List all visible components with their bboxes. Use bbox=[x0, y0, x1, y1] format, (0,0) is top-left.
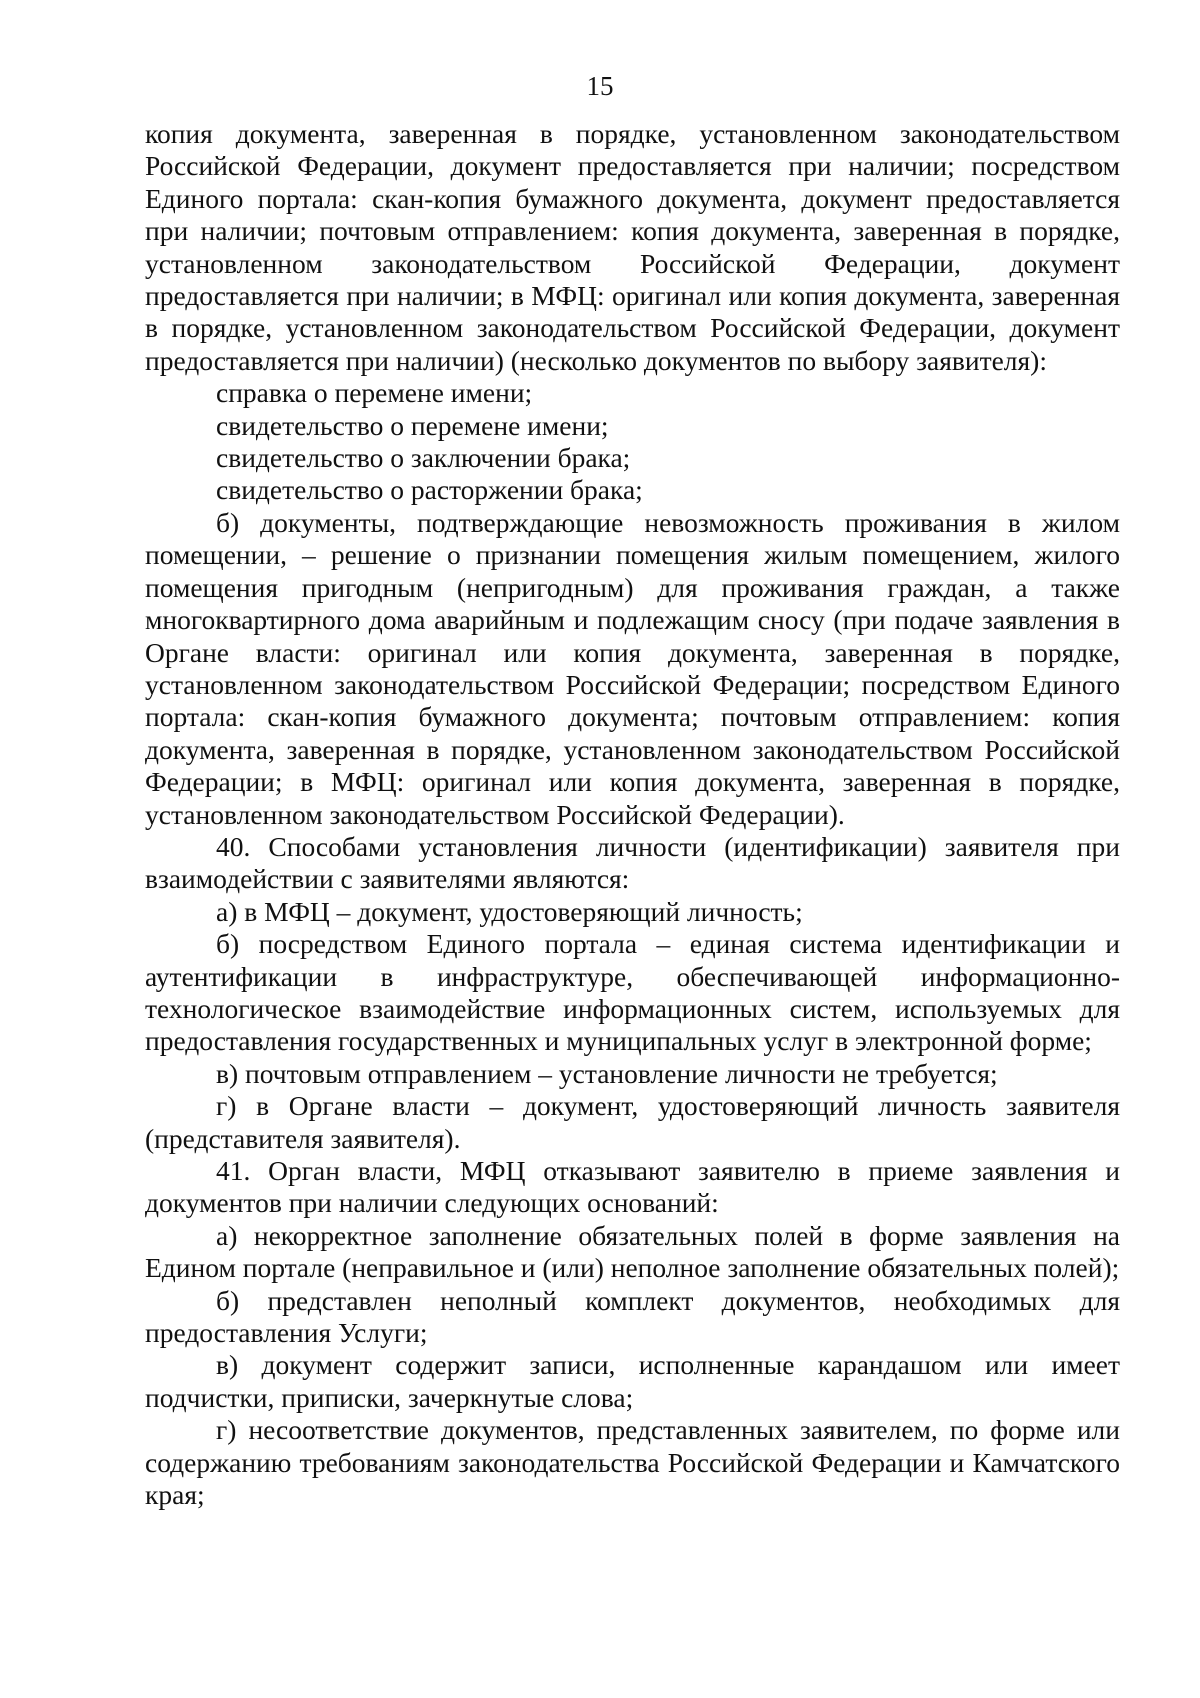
document-body bbox=[145, 118, 1120, 1511]
paragraph-41-a: а) некорректное заполнение обязательных полей в форме заявления на Едином портале (неправильное и (или) неполное заполнение обязательных полей); bbox=[145, 1219, 1120, 1284]
paragraph-40-b: б) посредством Единого портала – единая система идентификации и аутентификации в инфраструктуре, обеспечивающей информационно-технологическое взаимодействие информационных систем, используемых для предоставления государственных и муниципальных услуг в электронной форме; bbox=[145, 928, 1120, 1057]
list-item-divorce-certificate: свидетельство о расторжении брака; bbox=[216, 474, 643, 506]
paragraph-continuation: копия документа, заверенная в порядке, установленном законодательством Российской Федерации, документ предоставляется при наличии; посредством Единого портала: скан-копия бумажного документа, документ предоставляется при наличии; почтовым отправлением: копия документа, заверенная в порядке, установленном законодательством Российской Федерации, документ предоставляется при наличии; в МФЦ: оригинал или копия документа, заверенная в порядке, установленном законодательством Российской Федерации, документ предоставляется при наличии) (несколько документов по выбору заявителя): bbox=[145, 118, 1120, 376]
paragraph-41-b: б) представлен неполный комплект документов, необходимых для предоставления Услуги; bbox=[145, 1284, 1120, 1349]
paragraph-41-v: в) документ содержит записи, исполненные карандашом или имеет подчистки, приписки, зачеркнутые слова; bbox=[145, 1349, 1120, 1413]
paragraph-41-g: г) несоответствие документов, представленных заявителем, по форме или содержанию требованиям законодательства Российской Федерации и Камчатского края; bbox=[145, 1414, 1120, 1511]
paragraph-b-housing-documents: б) документы, подтверждающие невозможность проживания в жилом помещении, – решение о признании помещения жилым помещением, жилого помещения пригодным (непригодным) для проживания граждан, а также многоквартирного дома аварийным и подлежащим сносу (при подаче заявления в Органе власти: оригинал или копия документа, заверенная в порядке, установленном законодательством Российской Федерации; посредством Единого портала: скан-копия бумажного документа; почтовым отправлением: копия документа, заверенная в порядке, установленном законодательством Российской Федерации; в МФЦ: оригинал или копия документа, заверенная в порядке, установленном законодательством Российской Федерации). bbox=[145, 506, 1120, 830]
list-item-marriage-certificate: свидетельство о заключении брака; bbox=[216, 442, 631, 474]
page-number: 15 bbox=[586, 71, 614, 101]
paragraph-40: 40. Способами установления личности (идентификации) заявителя при взаимодействии с заявителями являются: bbox=[145, 830, 1120, 895]
paragraph-40-v: в) почтовым отправлением – установление личности не требуется; bbox=[216, 1057, 998, 1089]
paragraph-40-g: г) в Органе власти – документ, удостоверяющий личность заявителя (представителя заявителя). bbox=[145, 1090, 1120, 1154]
list-item-name-change-testimony: свидетельство о перемене имени; bbox=[216, 409, 609, 441]
paragraph-41: 41. Орган власти, МФЦ отказывают заявителю в приеме заявления и документов при наличии следующих оснований: bbox=[145, 1155, 1120, 1219]
list-item-name-change-certificate: справка о перемене имени; bbox=[216, 377, 533, 409]
paragraph-40-a: а) в МФЦ – документ, удостоверяющий личность; bbox=[216, 895, 803, 927]
